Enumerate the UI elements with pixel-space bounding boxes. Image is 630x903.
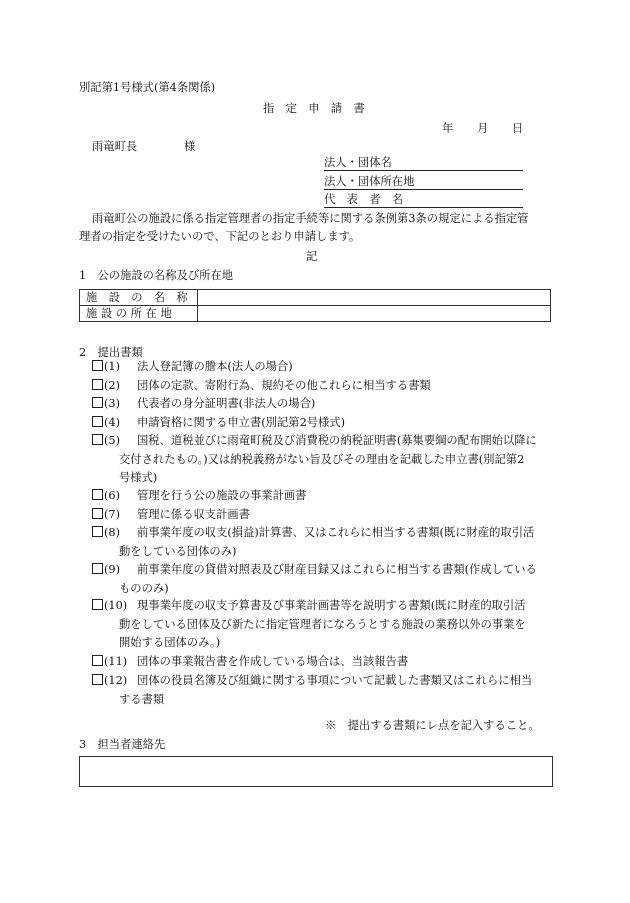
item-number: (6): [104, 489, 121, 502]
item-text: 前事業年度の収支(損益)計算書、又はこれらに相当する書類(既に財産的取引活: [137, 526, 535, 539]
document-checkbox[interactable]: [92, 434, 103, 445]
item-continuation: する書類: [119, 692, 165, 706]
facility-name-field[interactable]: [198, 290, 551, 306]
contact-info-field[interactable]: [79, 756, 553, 787]
item-number: (8): [104, 526, 121, 539]
document-checkbox[interactable]: [92, 526, 103, 537]
item-number: (7): [104, 508, 121, 521]
table-row: [80, 306, 551, 322]
document-checkbox[interactable]: [92, 674, 103, 685]
item-number: (3): [104, 397, 121, 410]
body-text-line2: 理者の指定を受けたいので、下記のとおり申請します。: [79, 230, 361, 243]
document-checkbox[interactable]: [92, 655, 103, 666]
document-checkbox[interactable]: [92, 508, 103, 519]
item-text: 法人登記簿の謄本(法人の場合): [137, 360, 293, 373]
document-checkbox[interactable]: [92, 563, 103, 574]
list-item: [92, 358, 552, 377]
body-text-line1: 雨竜町公の施設に係る指定管理者の指定手続等に関する条例第3条の規定による指定管: [92, 212, 529, 225]
section1-heading: 1 公の施設の名称及び所在地: [79, 269, 234, 282]
form-label: 別記第1号様式(第4条関係): [79, 81, 216, 94]
list-item: [92, 414, 552, 433]
item-number: (1): [104, 360, 121, 373]
item-text: 申請資格に関する申立書(別記第2号様式): [137, 416, 346, 429]
document-checkbox[interactable]: [92, 416, 103, 427]
addressee-honorific: 様: [184, 140, 196, 153]
list-item: [92, 432, 552, 451]
item-text: 代表者の身分証明書(非法人の場合): [137, 397, 316, 410]
item-text: 団体の役員名簿及び組織に関する事項について記載した書類又はこれらに相当: [137, 674, 533, 687]
item-number: (9): [104, 563, 121, 576]
date-day-label: 日: [512, 122, 524, 135]
item-number: (12): [104, 674, 128, 687]
date-year-label: 年: [442, 122, 454, 135]
document-checkbox[interactable]: [92, 599, 103, 610]
list-item: [92, 561, 552, 580]
list-item: [92, 597, 552, 616]
applicant-org-address-field[interactable]: [324, 174, 523, 190]
list-item: [92, 506, 552, 525]
section2-heading: 2 提出書類: [79, 346, 143, 359]
document-checkbox[interactable]: [92, 489, 103, 500]
applicant-org-name-label: 法人・団体名: [324, 156, 392, 169]
list-item: [92, 672, 552, 691]
item-number: (2): [104, 379, 121, 392]
item-continuation: 動をしている団体のみ): [119, 544, 237, 558]
item-continuation: 交付されたもの。)又は納税義務がない旨及びその理由を記載した申立書(別記第2: [119, 452, 525, 466]
applicant-org-address-label: 法人・団体所在地: [324, 175, 415, 188]
date-month-label: 月: [477, 122, 489, 135]
item-text: 現事業年度の収支予算書及び事業計画書等を説明する書類(既に財産的取引活: [137, 599, 526, 612]
applicant-org-name-field[interactable]: [324, 155, 523, 171]
item-continuation: 動をしている団体及び新たに指定管理者になろうとする施設の業務以外の事業を: [119, 617, 526, 631]
document-checkbox[interactable]: [92, 397, 103, 408]
item-continuation: もののみ): [119, 581, 169, 595]
item-text: 国税、道税並びに雨竜町税及び消費税の納税証明書(募集要綱の配布開始以降に: [137, 434, 537, 447]
facility-address-label: 施 設 の 所 在 地: [80, 306, 198, 322]
list-item: [92, 377, 552, 396]
item-number: (11): [104, 655, 128, 668]
addressee-name: 雨竜町長: [92, 140, 138, 153]
item-number: (10): [104, 599, 128, 612]
item-continuation: 開始する団体のみ。): [119, 636, 221, 649]
list-item: [92, 395, 552, 414]
page-title: 指 定 申 請 書: [263, 102, 365, 115]
item-text: 管理に係る収支計画書: [137, 508, 250, 521]
item-number: (4): [104, 416, 121, 429]
applicant-representative-field[interactable]: [324, 192, 523, 208]
facility-name-label: 施 設 の 名 称: [80, 290, 198, 306]
list-item: [92, 487, 552, 506]
item-text: 団体の定款、寄附行為、規約その他これらに相当する書類: [137, 379, 431, 392]
section3-heading: 3 担当者連絡先: [79, 738, 166, 751]
list-item: [92, 653, 552, 672]
document-checkbox[interactable]: [92, 379, 103, 390]
item-text: 団体の事業報告書を作成している場合は、当該報告書: [137, 655, 409, 668]
table-row: [80, 290, 551, 306]
item-text: 前事業年度の貸借対照表及び財産目録又はこれらに相当する書類(作成している: [137, 563, 537, 576]
facility-table: [79, 289, 551, 322]
list-item: [92, 524, 552, 543]
item-continuation: 号様式): [119, 471, 158, 484]
facility-address-field[interactable]: [198, 306, 551, 322]
document-checkbox[interactable]: [92, 360, 103, 371]
ki-heading: 記: [306, 250, 318, 263]
item-number: (5): [104, 434, 121, 447]
item-text: 管理を行う公の施設の事業計画書: [137, 489, 307, 502]
applicant-representative-label: 代 表 者 名: [324, 193, 404, 206]
check-note: ※ 提出する書類にレ点を記入すること。: [325, 719, 540, 732]
